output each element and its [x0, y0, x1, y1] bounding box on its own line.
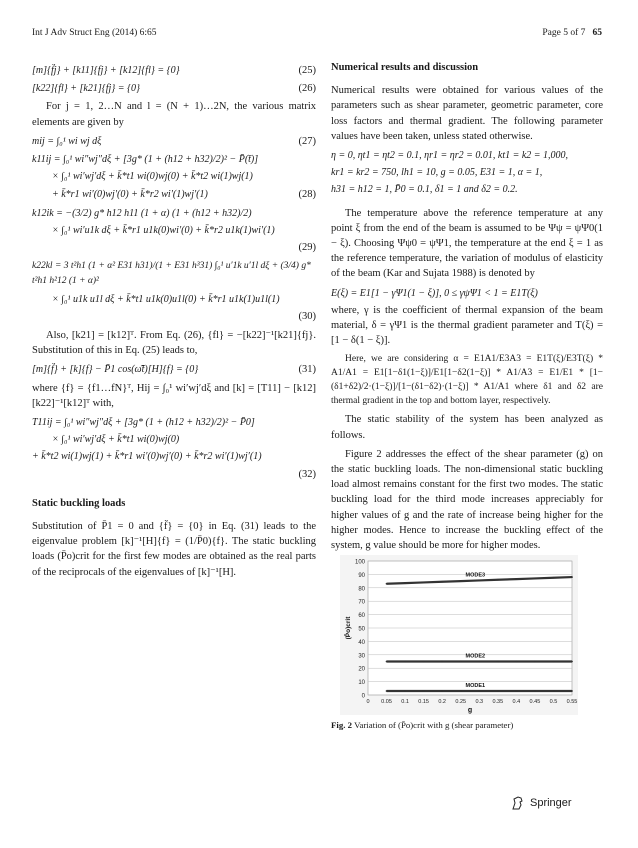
y-tick-label: 100: [354, 559, 365, 566]
data-point-mode3: [497, 579, 499, 581]
equation-28-line2: × ∫₀¹ wi′wj′dξ + k̄*t1 wi(0)wj(0) + k̄*t2 wi(1)wj(1): [52, 171, 253, 183]
y-tick-label: 50: [358, 626, 365, 633]
heading-numerical-results: Numerical results and discussion: [331, 62, 479, 73]
series-label-mode2: MODE2: [465, 653, 486, 660]
paragraph-alpha: Here, we are considering α = E1A1/E3A3 = E1T(ξ)/E3T(ξ) * A1/A1 = E1[1−δ1(1−ξ)]/E1[1−δ2(1−ξ)] * A1/A3 = E1/E1 * [1−(δ1+δ2)/2·(1−ξ)]/[1−(δ1−δ2)·(1−ξ)] * A1/A1 where δ1 and δ2 are thermal gradient in the top and bottom layer, respectively.: [331, 354, 603, 407]
figure-caption: [331, 720, 513, 730]
data-point-mode2: [441, 661, 443, 663]
paragraph-substitution: Also, [k21] = [k12]ᵀ. From Eq. (26), {fl} = −[k22]⁻¹[k21]{fj}. Substitution of this in Eq. (25) leads to,: [32, 330, 316, 357]
data-point-mode2: [404, 661, 406, 663]
paragraph-temperature: The temperature above the reference temperature at any point ξ from the end of the beam is assumed to be Ψψ = ψΨ0(1 − ξ). Choosing Ψψ0 = ψΨ1, the temperature at the end ξ = 1 as the reference temperature, the variation of modulus of elasticity of the beam (Kar and Sujata 1988) is denoted by: [331, 207, 603, 280]
data-point-mode3: [478, 580, 480, 582]
parameter-values-line2: kr1 = kr2 = 750, lh1 = 10, g = 0.05, E31 = 1, α = 1,: [331, 167, 543, 179]
equation-27: mij = ∫₀¹ wi wj dξ (27): [32, 135, 316, 147]
equation-30-number: (30): [298, 310, 316, 322]
parameter-values-line1: η = 0, ηt1 = ηt2 = 0.1, ηr1 = ηr2 = 0.01, kt1 = k2 = 1,000,: [331, 150, 569, 162]
data-point-mode2: [571, 661, 573, 663]
data-point-mode1: [515, 690, 517, 692]
data-point-mode2: [534, 661, 536, 663]
publisher-name: Springer: [530, 797, 572, 809]
data-point-mode3: [441, 581, 443, 583]
y-tick-label: 0: [361, 693, 365, 700]
paragraph-where-f: where {f} = {f1…fN}ᵀ, Hij = ∫₀¹ wi′wj′dξ and [k] = [T11] − [k12][k22]⁻¹[k12]ᵀ with,: [32, 382, 316, 409]
left-column: [32, 60, 316, 584]
data-point-mode1: [534, 690, 536, 692]
x-tick-label: 0.3: [475, 699, 484, 705]
data-point-mode3: [515, 578, 517, 580]
data-point-mode2: [386, 661, 388, 663]
data-point-mode1: [478, 690, 480, 692]
x-tick-label: 0.05: [381, 699, 392, 705]
data-point-mode1: [404, 690, 406, 692]
paragraph-static-buckling: Substitution of P̄1 = 0 and {f̈} = {0} in Eq. (31) leads to the eigenvalue problem [k]⁻¹[H]{f} = (1/P̄0){f}. The static buckling loads (P̄o)crit for the first few modes are obtained as the real parts of the reciprocals of the eigenvalues of [k]⁻¹[H].: [32, 521, 316, 578]
equation-26: [k22]{fl} + [k21]{fj} = {0} (26): [32, 83, 316, 95]
data-point-mode1: [386, 690, 388, 692]
series-label-mode3: MODE3: [465, 572, 486, 579]
y-tick-label: 60: [358, 613, 365, 620]
equation-30-line1: k22kl = 3 t²h1 (1 + α² E31 h31)/(1 + E31 h³31) ∫₀¹ u′1k u′1l dξ + (3/4) g* t²h1 h²12 (1 + α)²: [32, 261, 311, 287]
x-tick-label: 0.45: [529, 699, 541, 705]
x-tick-label: 0.2: [438, 699, 447, 705]
x-tick-label: 0.55: [566, 699, 578, 705]
data-point-mode2: [497, 661, 499, 663]
x-tick-label: 0.4: [512, 699, 521, 705]
data-point-mode3: [423, 582, 425, 584]
data-point-mode1: [571, 690, 573, 692]
figure-caption-text: Variation of (P̄o)crit with g (shear parameter): [354, 720, 514, 730]
y-tick-label: 10: [358, 680, 365, 687]
data-point-mode1: [497, 690, 499, 692]
page-number: 65: [592, 28, 602, 38]
right-column: [331, 60, 603, 557]
equation-32-line1: T11ij = ∫₀¹ wi″wj″dξ + [3g* (1 + (h12 + h32)/2)² − P̄0]: [32, 417, 255, 429]
data-point-mode3: [386, 583, 388, 585]
paragraph-stability: The static stability of the system has been analyzed as follows.: [331, 414, 603, 441]
y-tick-label: 80: [358, 586, 365, 593]
data-point-mode2: [478, 661, 480, 663]
parameter-values-line3: h31 = h12 = 1, P̄0 = 0.1, δ1 = 1 and δ2 = 0.2.: [331, 184, 518, 196]
data-point-mode1: [460, 690, 462, 692]
x-tick-label: 0: [366, 699, 370, 705]
x-tick-label: 0.15: [418, 699, 429, 705]
data-point-mode1: [423, 690, 425, 692]
equation-29-number: (29): [298, 242, 316, 254]
data-point-mode2: [515, 661, 517, 663]
x-tick-label: 0.1: [401, 699, 409, 705]
paragraph-results-intro: Numerical results were obtained for various values of the parameters such as shear parameter, geometric parameter, core loss factors and thermal gradient. The following parameter values have been taken, unless stated otherwise.: [331, 85, 603, 142]
equation-28-line1: k11ij = ∫₀¹ wi″wj″dξ + [3g* (1 + (h12 + h32)/2)² − P̄(t̄)]: [32, 154, 259, 166]
y-tick-label: 20: [358, 666, 365, 673]
equation-31: [m]{f̈} + [k]{f} − P̄1 cos(ω̄t̄)[H]{f} = {0} (31): [32, 364, 316, 376]
equation-32-number: (32): [298, 468, 316, 480]
figure-caption-label: Fig. 2: [331, 720, 353, 730]
paragraph-matrix-elements: For j = 1, 2…N and l = (N + 1)…2N, the various matrix elements are given by: [32, 101, 316, 128]
page-indicator: [542, 28, 602, 38]
data-point-mode1: [441, 690, 443, 692]
heading-static-buckling: Static buckling loads: [32, 497, 126, 509]
data-point-mode2: [553, 661, 555, 663]
equation-32-line3: + k̄*t2 wi(1)wj(1) + k̄*r1 wi′(0)wj′(0) + k̄*r2 wi′(1)wj′(1): [32, 451, 262, 463]
springer-horse-icon: [510, 795, 526, 811]
data-point-mode3: [571, 576, 573, 578]
data-point-mode2: [460, 661, 462, 663]
x-tick-label: 0.25: [455, 699, 467, 705]
equation-25: [m]{f̈j} + [k11]{fj} + [k12]{fl} = {0} (25): [32, 65, 316, 76]
equation-modulus: E(ξ) = E1[1 − γΨ1(1 − ξ)], 0 ≤ γψΨ1 < 1 = E1T(ξ): [331, 287, 538, 299]
data-point-mode3: [534, 578, 536, 580]
chart-svg: [340, 555, 578, 715]
publisher-badge: [510, 795, 572, 811]
data-point-mode3: [404, 582, 406, 584]
y-tick-label: 40: [358, 639, 365, 646]
journal-citation: Int J Adv Struct Eng (2014) 6:65: [32, 28, 157, 38]
y-axis-label: (P̄o)crit: [345, 616, 352, 640]
data-point-mode3: [460, 580, 462, 582]
equation-32-line2: × ∫₀¹ wi′wj′dξ + k̄*t1 wi(0)wj(0): [52, 434, 180, 446]
x-tick-label: 0.35: [492, 699, 504, 705]
x-axis-label: g: [467, 707, 473, 714]
figure-2-chart: [340, 555, 578, 715]
paragraph-gamma: where, γ is the coefficient of thermal expansion of the beam material, δ = γΨ1 is the thermal gradient parameter and T(ξ) = [1 − δ(1 − ξ)].: [331, 304, 603, 347]
equation-29-line1: k12ik = −(3/2) g* h12 h11 (1 + α) (1 + (h12 + h32)/2): [32, 207, 252, 219]
x-tick-label: 0.5: [549, 699, 558, 705]
y-tick-label: 30: [358, 653, 365, 660]
series-label-mode1: MODE1: [465, 682, 486, 689]
data-point-mode2: [423, 661, 425, 663]
data-point-mode3: [553, 577, 555, 579]
equation-29-line2: × ∫₀¹ wi′u1k dξ + k̄*r1 u1k(0)wi′(0) + k̄*r2 u1k(1)wi′(1): [52, 224, 275, 236]
paragraph-figure2: Figure 2 addresses the effect of the shear parameter (g) on the static buckling loads. The non-dimensional static buckling load almost remains constant for the first two modes. The static buckling load for the third mode increases appreciably for higher values of g and the rate of increase being higher for the higher modes. Hence to increase the buckling effect of the system, g value should be more for higher modes.: [331, 448, 603, 552]
data-point-mode1: [553, 690, 555, 692]
y-tick-label: 90: [358, 572, 365, 579]
equation-30-line2: × ∫₀¹ u1k u1l dξ + k̄*t1 u1k(0)u1l(0) + k̄*r1 u1k(1)u1l(1): [52, 293, 280, 305]
page-label: Page 5 of 7: [542, 28, 586, 38]
equation-28-line3: + k̄*r1 wi′(0)wj′(0) + k̄*r2 wi′(1)wj′(1) (28): [52, 189, 316, 201]
y-tick-label: 70: [358, 599, 365, 606]
